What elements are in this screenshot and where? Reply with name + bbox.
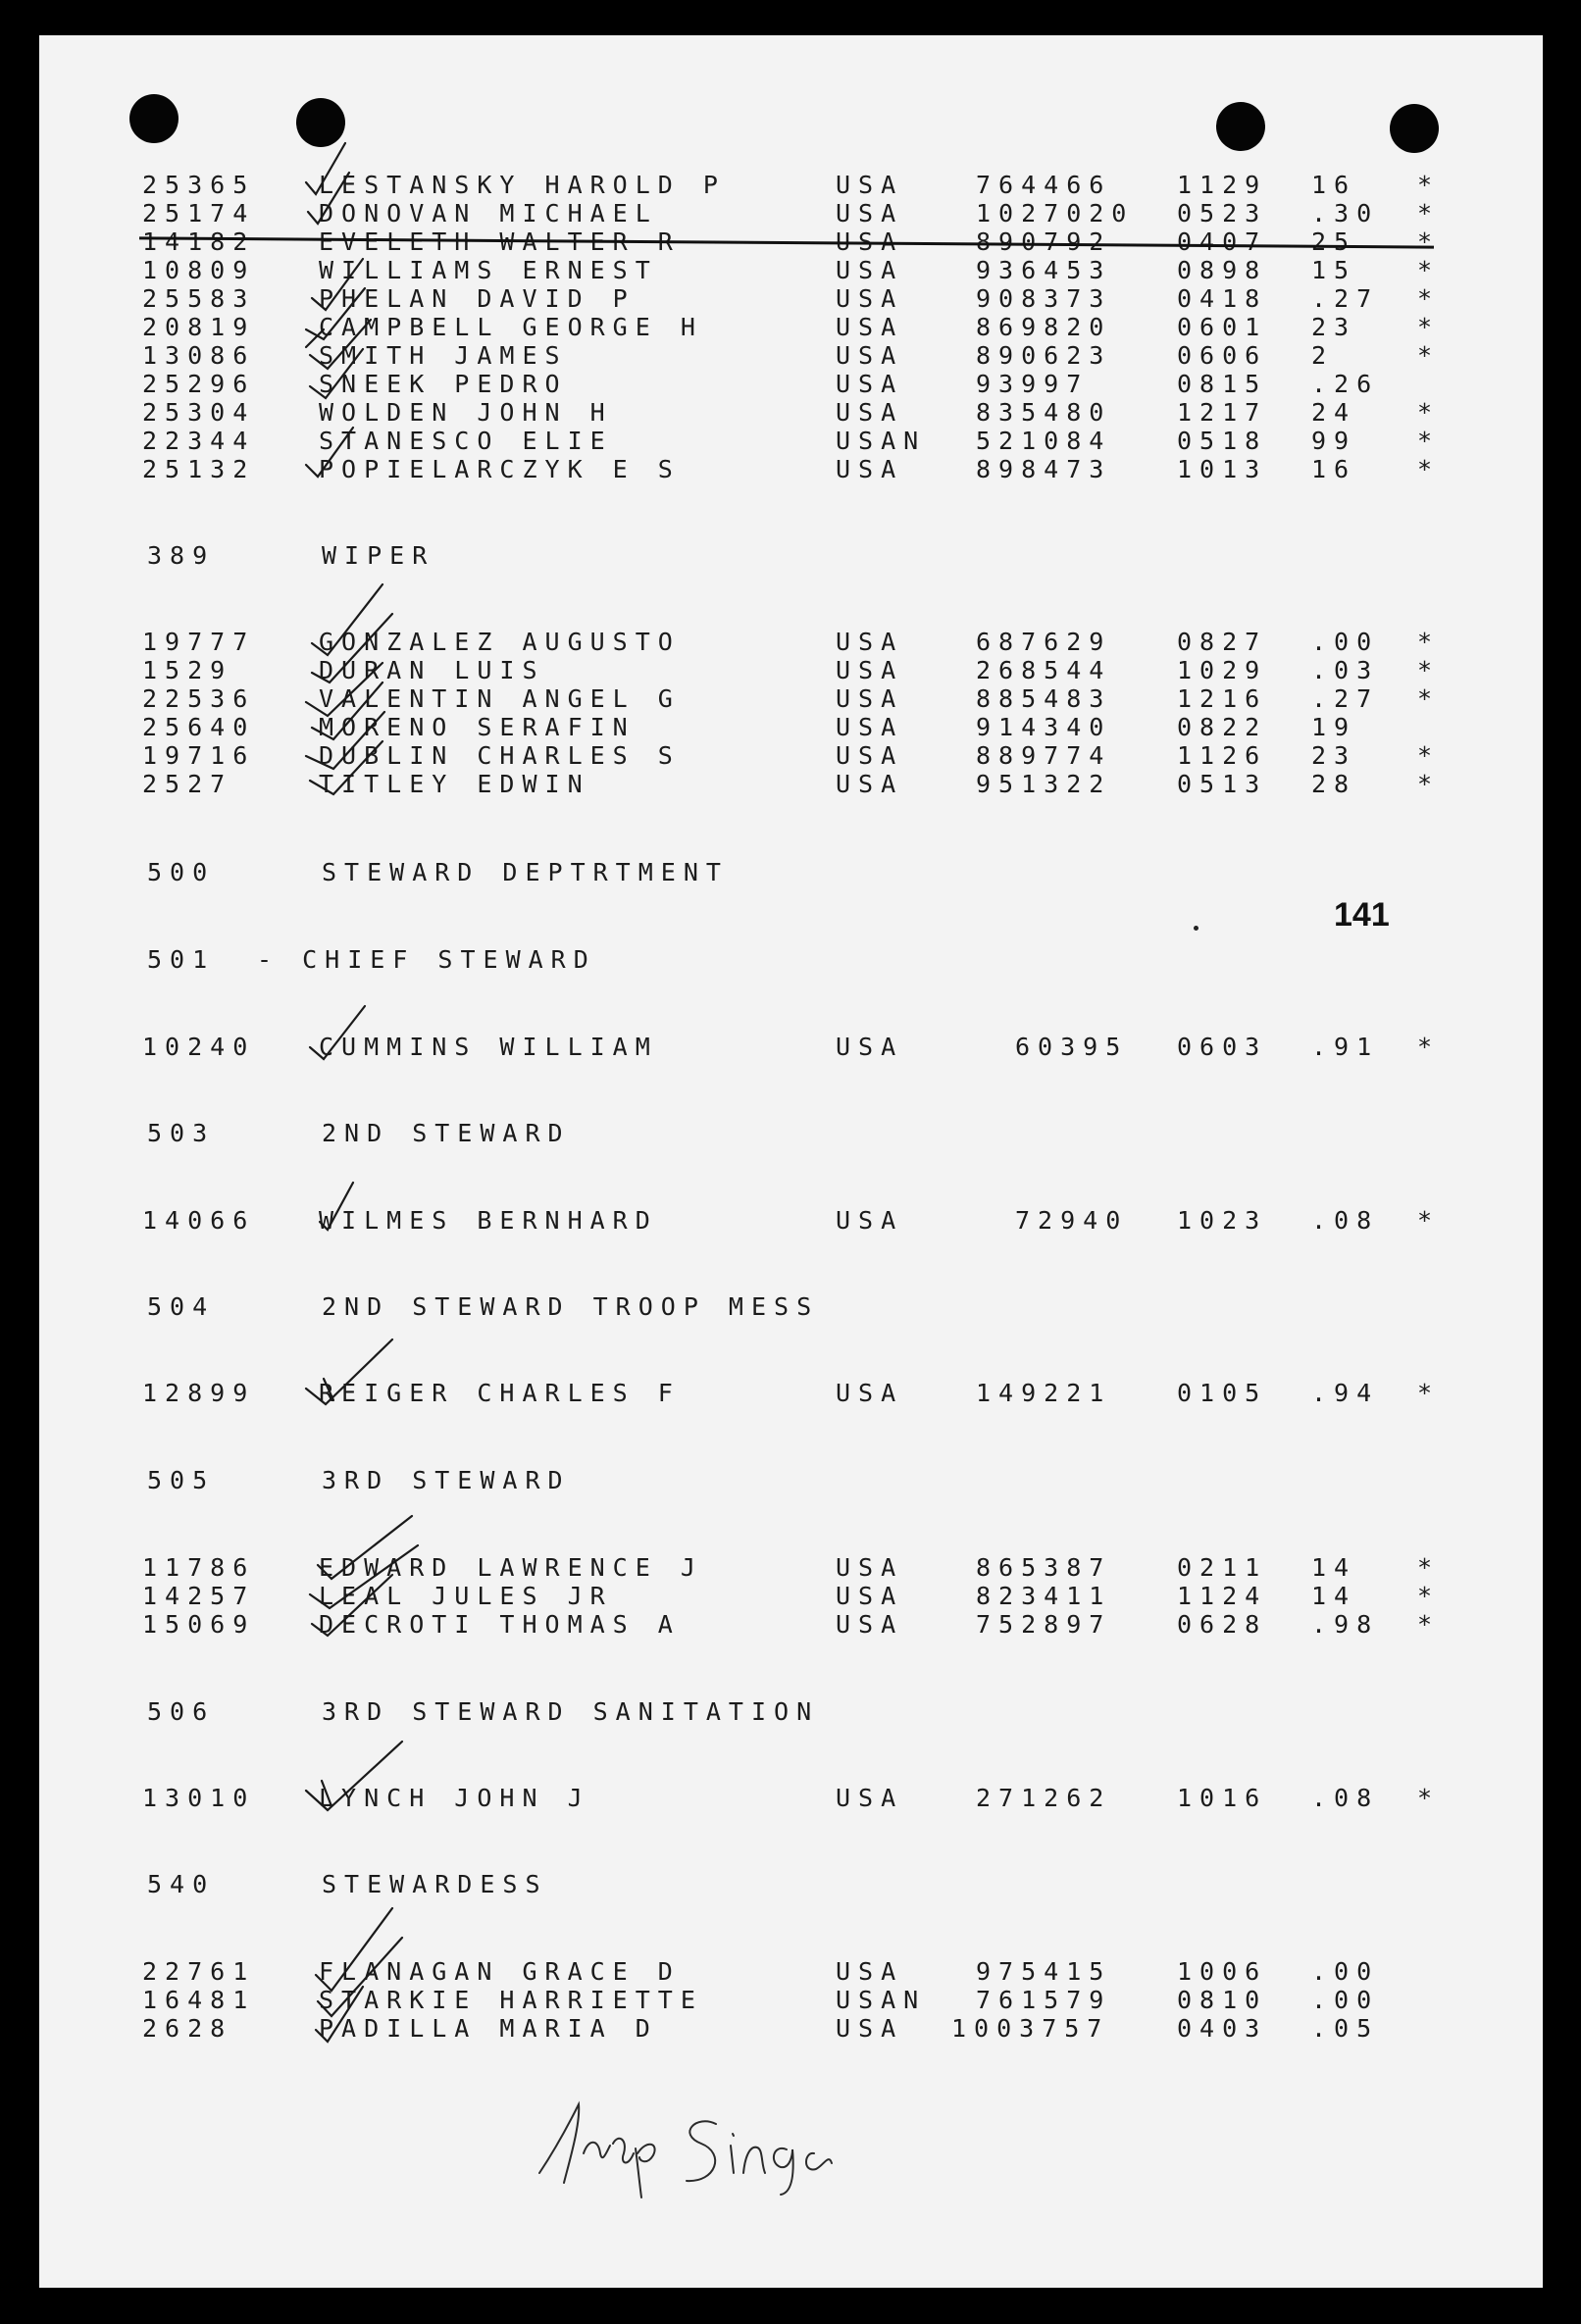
crew-number: 13010 [142, 1784, 256, 1812]
crew-mark: * [1417, 1610, 1441, 1639]
crew-code: 1129 [1177, 171, 1268, 199]
crew-id: 898473 [976, 455, 1112, 483]
crew-mark: * [1417, 427, 1441, 455]
crew-number: 10809 [142, 256, 256, 284]
crew-number: 11786 [142, 1553, 256, 1582]
crew-nationality: USA [836, 171, 904, 199]
crew-code: 1006 [1177, 1957, 1268, 1986]
crew-number: 25365 [142, 171, 256, 199]
crew-rate: 2 [1311, 341, 1335, 370]
crew-code: 0815 [1177, 370, 1268, 398]
section-title: 2ND STEWARD [322, 1119, 571, 1147]
crew-name: LEAL JULES JR [319, 1582, 613, 1610]
crew-rate: 14 [1311, 1553, 1357, 1582]
crew-number: 22536 [142, 684, 256, 713]
crew-nationality: USA [836, 1582, 904, 1610]
crew-mark: * [1417, 770, 1441, 798]
crew-id: 761579 [976, 1986, 1112, 2014]
section-number: 501 [147, 945, 216, 974]
crew-number: 14182 [142, 227, 256, 256]
crew-nationality: USA [836, 628, 904, 656]
crew-code: 1029 [1177, 656, 1268, 684]
crew-mark: * [1417, 398, 1441, 427]
crew-number: 22344 [142, 427, 256, 455]
crew-rate: .08 [1311, 1784, 1380, 1812]
crew-nationality: USA [836, 256, 904, 284]
crew-rate: .00 [1311, 1986, 1380, 2014]
crew-mark: * [1417, 256, 1441, 284]
crew-nationality: USA [836, 1610, 904, 1639]
punch-hole [1390, 104, 1439, 153]
crew-number: 14066 [142, 1206, 256, 1235]
crew-name: MORENO SERAFIN [319, 713, 636, 741]
crew-code: 1217 [1177, 398, 1268, 427]
crew-rate: 25 [1311, 227, 1357, 256]
crew-nationality: USA [836, 1379, 904, 1407]
section-number: 540 [147, 1870, 216, 1898]
crew-nationality: USA [836, 284, 904, 313]
section-number: 500 [147, 858, 216, 886]
crew-mark: * [1417, 1784, 1441, 1812]
crew-code: 0827 [1177, 628, 1268, 656]
punch-hole [296, 98, 345, 147]
section-number: 389 [147, 541, 216, 570]
crew-rate: 14 [1311, 1582, 1357, 1610]
crew-nationality: USA [836, 341, 904, 370]
crew-number: 20819 [142, 313, 256, 341]
crew-id: 1003757 [951, 2014, 1110, 2043]
crew-name: STARKIE HARRIETTE [319, 1986, 703, 2014]
crew-nationality: USA [836, 313, 904, 341]
crew-rate: .08 [1311, 1206, 1380, 1235]
crew-id: 914340 [976, 713, 1112, 741]
section-title: STEWARDESS [322, 1870, 548, 1898]
crew-id: 60395 [1015, 1033, 1129, 1061]
crew-mark: * [1417, 1033, 1441, 1061]
crew-number: 25304 [142, 398, 256, 427]
section-title: 3RD STEWARD [322, 1466, 571, 1494]
crew-code: 0810 [1177, 1986, 1268, 2014]
crew-name: DUBLIN CHARLES S [319, 741, 681, 770]
crew-code: 1126 [1177, 741, 1268, 770]
crew-id: 149221 [976, 1379, 1112, 1407]
crew-id: 936453 [976, 256, 1112, 284]
crew-mark: * [1417, 1206, 1441, 1235]
crew-name: TITLEY EDWIN [319, 770, 590, 798]
crew-name: DONOVAN MICHAEL [319, 199, 658, 227]
crew-name: DECROTI THOMAS A [319, 1610, 681, 1639]
crew-mark: * [1417, 1582, 1441, 1610]
crew-rate: .91 [1311, 1033, 1380, 1061]
crew-nationality: USA [836, 227, 904, 256]
crew-nationality: USA [836, 741, 904, 770]
crew-id: 885483 [976, 684, 1112, 713]
crew-mark: * [1417, 656, 1441, 684]
section-title: STEWARD DEPTRTMENT [322, 858, 729, 886]
crew-rate: 16 [1311, 171, 1357, 199]
crew-nationality: USA [836, 1033, 904, 1061]
crew-code: 0403 [1177, 2014, 1268, 2043]
crew-code: 0606 [1177, 341, 1268, 370]
crew-nationality: USA [836, 455, 904, 483]
crew-id: 890623 [976, 341, 1112, 370]
crew-rate: 28 [1311, 770, 1357, 798]
crew-code: 0407 [1177, 227, 1268, 256]
crew-id: 865387 [976, 1553, 1112, 1582]
crew-number: 25296 [142, 370, 256, 398]
crew-rate: .00 [1311, 628, 1380, 656]
crew-name: WILLIAMS ERNEST [319, 256, 658, 284]
crew-name: EVELETH WALTER R [319, 227, 681, 256]
crew-code: 1216 [1177, 684, 1268, 713]
crew-name: PHELAN DAVID P [319, 284, 636, 313]
crew-mark: * [1417, 341, 1441, 370]
crew-id: 1027020 [976, 199, 1135, 227]
crew-rate: 19 [1311, 713, 1357, 741]
crew-name: CAMPBELL GEORGE H [319, 313, 703, 341]
crew-number: 25583 [142, 284, 256, 313]
crew-name: SNEEK PEDRO [319, 370, 568, 398]
crew-rate: .94 [1311, 1379, 1380, 1407]
crew-nationality: USAN [836, 427, 927, 455]
crew-code: 0628 [1177, 1610, 1268, 1639]
crew-number: 1529 [142, 656, 233, 684]
crew-rate: .26 [1311, 370, 1380, 398]
crew-number: 14257 [142, 1582, 256, 1610]
crew-name: LYNCH JOHN J [319, 1784, 590, 1812]
crew-number: 19777 [142, 628, 256, 656]
crew-mark: * [1417, 684, 1441, 713]
crew-number: 25640 [142, 713, 256, 741]
crew-number: 16481 [142, 1986, 256, 2014]
crew-code: 0105 [1177, 1379, 1268, 1407]
crew-rate: 23 [1311, 313, 1357, 341]
crew-name: PADILLA MARIA D [319, 2014, 658, 2043]
crew-nationality: USA [836, 1957, 904, 1986]
crew-number: 10240 [142, 1033, 256, 1061]
crew-name: DURAN LUIS [319, 656, 545, 684]
crew-id: 72940 [1015, 1206, 1129, 1235]
crew-mark: * [1417, 227, 1441, 256]
crew-nationality: USA [836, 2014, 904, 2043]
crew-number: 15069 [142, 1610, 256, 1639]
crew-code: 1013 [1177, 455, 1268, 483]
crew-code: 1124 [1177, 1582, 1268, 1610]
crew-rate: 24 [1311, 398, 1357, 427]
crew-id: 823411 [976, 1582, 1112, 1610]
crew-id: 835480 [976, 398, 1112, 427]
crew-number: 13086 [142, 341, 256, 370]
page-number: 141 [1334, 896, 1390, 934]
crew-nationality: USA [836, 370, 904, 398]
crew-name: WOLDEN JOHN H [319, 398, 613, 427]
crew-mark: * [1417, 455, 1441, 483]
crew-mark: * [1417, 1379, 1441, 1407]
crew-name: WILMES BERNHARD [319, 1206, 658, 1235]
document-page [39, 35, 1543, 2288]
crew-rate: .27 [1311, 284, 1380, 313]
crew-number: 25174 [142, 199, 256, 227]
crew-name: VALENTIN ANGEL G [319, 684, 681, 713]
crew-number: 12899 [142, 1379, 256, 1407]
section-title: 3RD STEWARD SANITATION [322, 1697, 820, 1726]
crew-mark: * [1417, 741, 1441, 770]
crew-id: 869820 [976, 313, 1112, 341]
crew-rate: .27 [1311, 684, 1380, 713]
crew-rate: 23 [1311, 741, 1357, 770]
punch-hole [129, 94, 178, 143]
crew-name: SMITH JAMES [319, 341, 568, 370]
punch-hole [1216, 102, 1265, 151]
crew-nationality: USA [836, 770, 904, 798]
crew-code: 0513 [1177, 770, 1268, 798]
crew-mark: * [1417, 171, 1441, 199]
crew-id: 521084 [976, 427, 1112, 455]
crew-mark: * [1417, 199, 1441, 227]
crew-name: FLANAGAN GRACE D [319, 1957, 681, 1986]
crew-rate: 16 [1311, 455, 1357, 483]
ink-dot [1194, 926, 1198, 931]
crew-id: 93997 [976, 370, 1090, 398]
crew-code: 0211 [1177, 1553, 1268, 1582]
crew-nationality: USA [836, 1784, 904, 1812]
crew-nationality: USA [836, 713, 904, 741]
crew-id: 951322 [976, 770, 1112, 798]
crew-name: REIGER CHARLES F [319, 1379, 681, 1407]
crew-code: 0418 [1177, 284, 1268, 313]
crew-id: 908373 [976, 284, 1112, 313]
section-number: 506 [147, 1697, 216, 1726]
crew-id: 687629 [976, 628, 1112, 656]
crew-mark: * [1417, 313, 1441, 341]
crew-mark: * [1417, 1553, 1441, 1582]
crew-code: 0603 [1177, 1033, 1268, 1061]
crew-code: 0518 [1177, 427, 1268, 455]
crew-id: 268544 [976, 656, 1112, 684]
crew-nationality: USA [836, 1206, 904, 1235]
crew-id: 752897 [976, 1610, 1112, 1639]
crew-code: 0523 [1177, 199, 1268, 227]
section-title: WIPER [322, 541, 435, 570]
crew-nationality: USA [836, 656, 904, 684]
crew-code: 0822 [1177, 713, 1268, 741]
crew-name: POPIELARCZYK E S [319, 455, 681, 483]
crew-name: GONZALEZ AUGUSTO [319, 628, 681, 656]
crew-number: 2527 [142, 770, 233, 798]
crew-code: 1023 [1177, 1206, 1268, 1235]
crew-nationality: USA [836, 398, 904, 427]
crew-id: 271262 [976, 1784, 1112, 1812]
crew-rate: .98 [1311, 1610, 1380, 1639]
section-number: 503 [147, 1119, 216, 1147]
crew-nationality: USA [836, 199, 904, 227]
crew-id: 889774 [976, 741, 1112, 770]
signature [530, 2085, 1000, 2202]
crew-name: CUMMINS WILLIAM [319, 1033, 658, 1061]
section-number: 504 [147, 1292, 216, 1321]
crew-name: EDWARD LAWRENCE J [319, 1553, 703, 1582]
crew-code: 1016 [1177, 1784, 1268, 1812]
section-title: - CHIEF STEWARD [257, 945, 596, 974]
crew-mark: * [1417, 628, 1441, 656]
crew-nationality: USA [836, 684, 904, 713]
crew-nationality: USA [836, 1553, 904, 1582]
section-title: 2ND STEWARD TROOP MESS [322, 1292, 820, 1321]
crew-number: 2628 [142, 2014, 233, 2043]
crew-rate: 15 [1311, 256, 1357, 284]
section-number: 505 [147, 1466, 216, 1494]
crew-id: 764466 [976, 171, 1112, 199]
crew-name: LESTANSKY HAROLD P [319, 171, 726, 199]
crew-rate: .05 [1311, 2014, 1380, 2043]
crew-code: 0601 [1177, 313, 1268, 341]
crew-code: 0898 [1177, 256, 1268, 284]
crew-mark: * [1417, 284, 1441, 313]
crew-rate: 99 [1311, 427, 1357, 455]
crew-rate: .00 [1311, 1957, 1380, 1986]
crew-number: 19716 [142, 741, 256, 770]
crew-number: 25132 [142, 455, 256, 483]
crew-rate: .30 [1311, 199, 1380, 227]
crew-name: STANESCO ELIE [319, 427, 613, 455]
crew-id: 975415 [976, 1957, 1112, 1986]
crew-rate: .03 [1311, 656, 1380, 684]
crew-nationality: USAN [836, 1986, 927, 2014]
crew-number: 22761 [142, 1957, 256, 1986]
crew-id: 890792 [976, 227, 1112, 256]
